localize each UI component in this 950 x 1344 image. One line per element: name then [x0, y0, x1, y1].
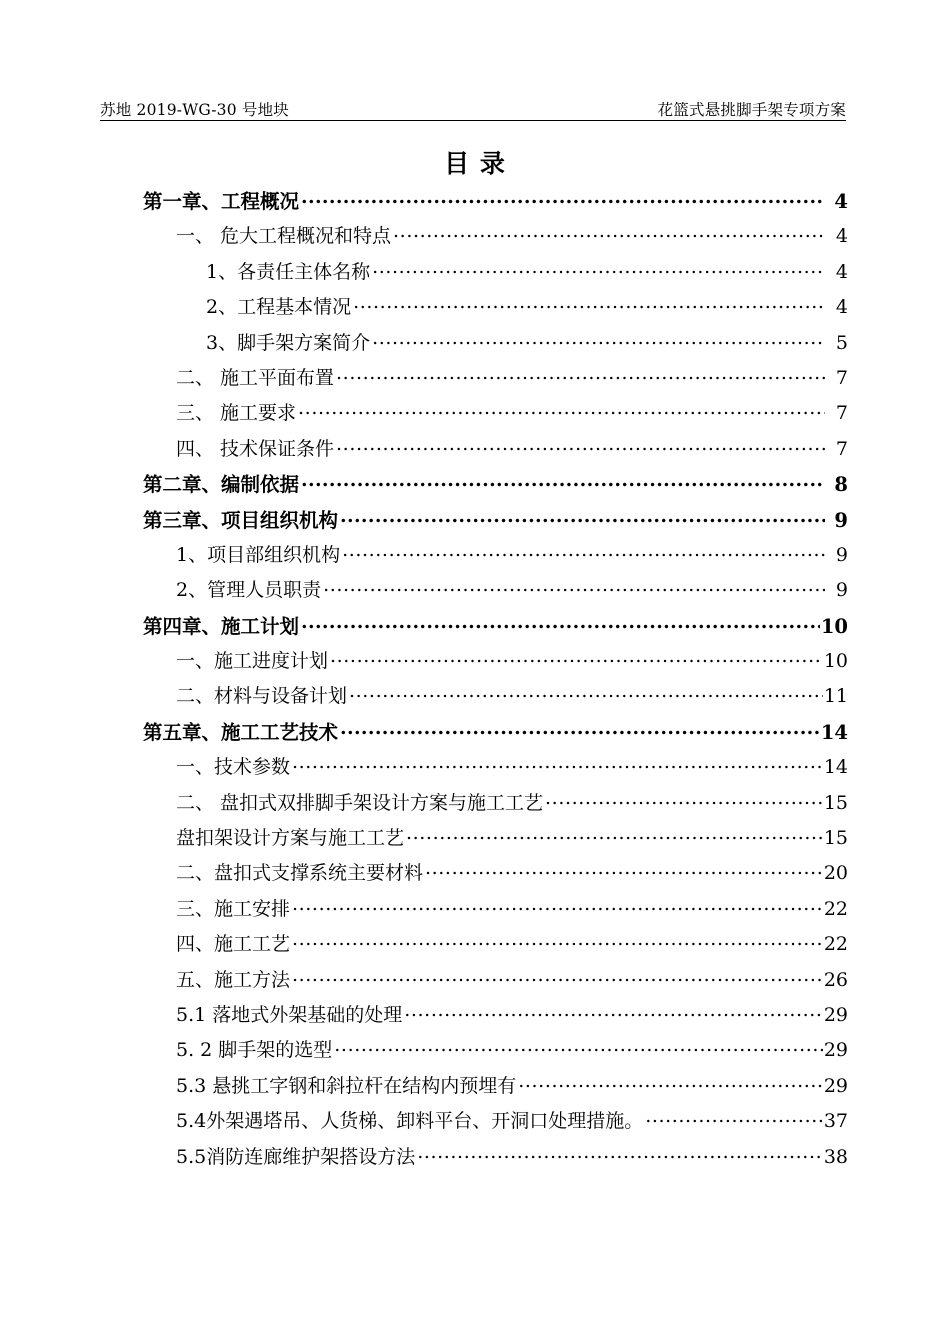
toc-dot-leader	[301, 613, 820, 633]
toc-entry[interactable]	[0, 646, 950, 681]
toc-dot-leader	[406, 825, 823, 844]
toc-entry-label: 盘扣架设计方案与施工工艺	[176, 827, 405, 850]
toc-dot-leader	[372, 259, 825, 278]
toc-entry[interactable]	[0, 681, 950, 716]
toc-entry[interactable]	[0, 221, 950, 256]
toc-entry-page-number: 22	[823, 897, 848, 920]
toc-entry-label: 3、脚手架方案简介	[206, 331, 371, 354]
toc-dot-leader	[301, 472, 825, 492]
toc-entry[interactable]	[0, 469, 950, 504]
toc-dot-leader	[349, 683, 823, 702]
header-left-text: 苏地 2019-WG-30 号地块	[100, 101, 289, 119]
toc-entry-label: 三、施工安排	[176, 897, 291, 920]
toc-entry-label: 5.3 悬挑工字钢和斜拉杆在结构内预埋有	[176, 1074, 517, 1097]
toc-entry-page-number: 14	[820, 720, 848, 744]
toc-entry-label: 1、各责任主体名称	[206, 260, 371, 283]
toc-dot-leader	[404, 1002, 823, 1021]
toc-entry-label: 5.4外架遇塔吊、人货梯、卸料平台、开洞口处理措施。	[176, 1110, 644, 1133]
toc-entry[interactable]	[0, 1142, 950, 1177]
toc-entry[interactable]	[0, 965, 950, 1000]
toc-entry-page-number: 10	[820, 614, 848, 638]
toc-entry-page-number: 29	[823, 1039, 848, 1062]
toc-entry-label: 2、工程基本情况	[206, 296, 352, 319]
toc-entry-label: 5.1 落地式外架基础的处理	[176, 1003, 403, 1026]
running-header	[100, 98, 846, 121]
toc-entry-label: 四、施工工艺	[176, 933, 291, 956]
toc-entry-label: 一、 危大工程概况和特点	[176, 225, 392, 248]
toc-dot-leader	[336, 436, 825, 455]
toc-entry-page-number: 4	[835, 260, 848, 283]
toc-entry-page-number: 7	[835, 366, 848, 389]
header-right-text: 花篮式悬挑脚手架专项方案	[657, 101, 846, 119]
toc-entry-label: 二、 施工平面布置	[176, 366, 335, 389]
toc-entry-label: 第一章、工程概况	[143, 190, 300, 213]
toc-entry-label: 一、施工进度计划	[176, 650, 329, 673]
toc-entry-page-number: 20	[823, 862, 848, 885]
toc-entry-page-number: 5	[835, 331, 848, 354]
toc-entry[interactable]	[0, 575, 950, 610]
toc-dot-leader	[645, 1108, 823, 1127]
toc-entry[interactable]	[0, 1035, 950, 1070]
toc-entry-label: 二、材料与设备计划	[176, 685, 348, 708]
toc-dot-leader	[292, 931, 823, 950]
toc-dot-leader	[340, 507, 825, 527]
toc-dot-leader	[393, 223, 825, 242]
toc-dot-leader	[425, 860, 823, 879]
toc-entry[interactable]	[0, 1000, 950, 1035]
toc-entry-page-number: 14	[823, 756, 848, 779]
toc-entry[interactable]	[0, 398, 950, 433]
toc-dot-leader	[292, 754, 823, 773]
toc-dot-leader	[340, 719, 820, 739]
toc-entry-page-number: 4	[834, 190, 848, 213]
toc-entry[interactable]	[0, 823, 950, 858]
table-of-contents	[0, 186, 950, 1177]
toc-entry-label: 二、盘扣式支撑系统主要材料	[176, 862, 424, 885]
toc-entry-page-number: 22	[823, 933, 848, 956]
toc-entry[interactable]	[0, 611, 950, 646]
toc-entry-label: 三、 施工要求	[176, 402, 297, 425]
toc-entry-label: 2、管理人员职责	[176, 579, 322, 602]
toc-entry-page-number: 7	[835, 402, 848, 425]
toc-entry-page-number: 4	[835, 296, 848, 319]
toc-dot-leader	[336, 365, 825, 384]
toc-dot-leader	[323, 577, 825, 596]
toc-entry-label: 五、施工方法	[176, 968, 291, 991]
toc-entry-label: 5. 2 脚手架的选型	[176, 1039, 333, 1062]
toc-entry[interactable]	[0, 363, 950, 398]
toc-entry-page-number: 9	[835, 543, 848, 566]
toc-entry-page-number: 9	[834, 508, 848, 532]
toc-entry-page-number: 26	[823, 968, 848, 991]
toc-entry[interactable]	[0, 1071, 950, 1106]
toc-entry-label: 第五章、施工工艺技术	[143, 720, 339, 744]
toc-entry[interactable]	[0, 257, 950, 292]
toc-dot-leader	[545, 790, 823, 809]
toc-entry[interactable]	[0, 894, 950, 929]
toc-entry[interactable]	[0, 186, 950, 221]
toc-dot-leader	[372, 330, 825, 349]
toc-entry[interactable]	[0, 540, 950, 575]
toc-dot-leader	[353, 294, 825, 313]
toc-dot-leader	[334, 1037, 823, 1056]
toc-entry-label: 四、 技术保证条件	[176, 437, 335, 460]
toc-dot-leader	[330, 648, 823, 667]
toc-entry-label: 一、技术参数	[176, 756, 291, 779]
toc-dot-leader	[292, 896, 823, 915]
toc-dot-leader	[292, 967, 823, 986]
toc-entry[interactable]	[0, 328, 950, 363]
toc-dot-leader	[417, 1144, 823, 1163]
toc-entry-page-number: 11	[823, 685, 848, 708]
toc-entry-label: 第二章、编制依据	[143, 473, 300, 497]
toc-entry[interactable]	[0, 858, 950, 893]
toc-entry-label: 第四章、施工计划	[143, 614, 300, 638]
toc-entry[interactable]	[0, 505, 950, 540]
toc-entry-label: 二、 盘扣式双排脚手架设计方案与施工工艺	[176, 791, 544, 814]
toc-dot-leader	[301, 189, 825, 209]
toc-entry-page-number: 4	[835, 225, 848, 248]
toc-entry-label: 第三章、项目组织机构	[143, 508, 339, 532]
toc-entry-page-number: 10	[823, 650, 848, 673]
toc-entry[interactable]	[0, 752, 950, 787]
toc-entry[interactable]	[0, 929, 950, 964]
toc-entry-label: 5.5消防连廊维护架搭设方法	[176, 1145, 416, 1168]
toc-entry[interactable]	[0, 1106, 950, 1141]
toc-entry-page-number: 29	[823, 1003, 848, 1026]
toc-entry-page-number: 7	[835, 437, 848, 460]
toc-entry[interactable]	[0, 292, 950, 327]
toc-entry-page-number: 15	[823, 827, 848, 850]
toc-entry-page-number: 29	[823, 1074, 848, 1097]
toc-entry[interactable]	[0, 717, 950, 752]
page-title: 目 录	[444, 149, 506, 178]
toc-entry-page-number: 8	[834, 473, 848, 497]
toc-entry[interactable]	[0, 434, 950, 469]
toc-dot-leader	[298, 400, 825, 419]
toc-entry-page-number: 15	[823, 791, 848, 814]
toc-dot-leader	[342, 542, 825, 561]
toc-entry-page-number: 9	[835, 579, 848, 602]
toc-entry-page-number: 37	[823, 1110, 848, 1133]
toc-entry-label: 1、项目部组织机构	[176, 543, 341, 566]
toc-dot-leader	[518, 1073, 823, 1092]
toc-entry-page-number: 38	[823, 1145, 848, 1168]
toc-entry[interactable]	[0, 788, 950, 823]
